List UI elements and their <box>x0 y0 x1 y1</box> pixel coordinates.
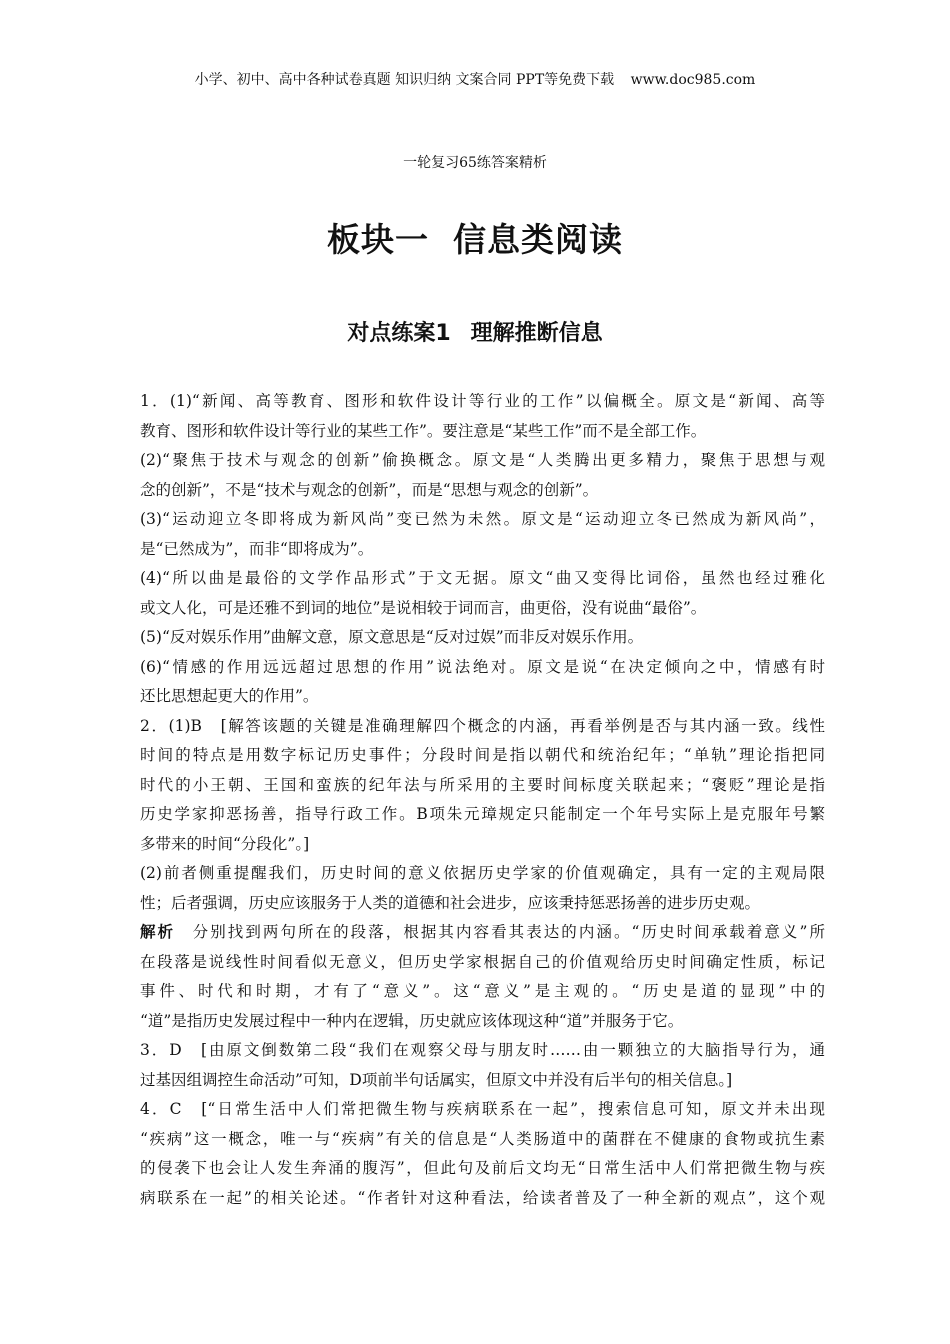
text-line: 性；后者强调，历史应该服务于人类的道德和社会进步，应该秉持惩恶扬善的进步历史观。 <box>140 893 761 912</box>
text-line: 念的创新”，不是“技术与观念的创新”，而是“思想与观念的创新”。 <box>140 480 599 499</box>
text-line <box>140 920 825 950</box>
text-line: 事件、时代和时期，才有了“意义”。这“意义”是主观的。“历史是道的显现”中的 <box>140 982 826 1000</box>
title-part1: 板块一 <box>327 220 429 259</box>
text-line: 时代的小王朝、王国和蛮族的纪年法与所采用的主要时间标度关联起来；“褒贬”理论是指 <box>140 775 825 794</box>
text-line: 还比思想起更大的作用”。 <box>140 687 319 705</box>
title-part2: 信息类阅读 <box>453 220 623 259</box>
text-line: 多带来的时间“分段化”。] <box>140 834 310 853</box>
answer-4 <box>140 1097 825 1215</box>
section-title: 理解推断信息 <box>470 321 603 346</box>
text-line: “疾病”这一概念，唯一与“疾病”有关的信息是“人类肠道中的菌群在不健康的食物或抗生素 <box>140 1129 825 1148</box>
text-line: 3．D [由原文倒数第二段“我们在观察父母与朋友时……由一颗独立的大脑指导行为，通 <box>140 1041 825 1059</box>
text-line: (2)“聚焦于技术与观念的创新”偷换概念。原文是“人类腾出更多精力，聚焦于思想与观 <box>140 451 825 469</box>
text-line: “道”是指历史发展过程中一种内在逻辑，历史就应该体现这种“道”并服务于它。 <box>140 1011 684 1030</box>
page-title <box>0 214 950 261</box>
text-line: 过基因组调控生命活动”可知，D项前半句话属实，但原文中并没有后半句的相关信息。] <box>140 1070 733 1089</box>
answer-1 <box>140 389 825 714</box>
document-body <box>140 389 825 1215</box>
text-line: 是“已然成为”，而非“即将成为”。 <box>140 539 374 558</box>
text-line: (2)前者侧重提醒我们，历史时间的意义依据历史学家的价值观确定，具有一定的主观局限 <box>140 864 825 882</box>
answer-3 <box>140 1038 825 1097</box>
text-line: 历史学家抑恶扬善，指导行政工作。B项朱元璋规定只能制定一个年号实际上是克服年号繁 <box>140 805 825 823</box>
answer-2 <box>140 714 825 921</box>
answer-2-analysis <box>140 920 825 1038</box>
text-line: (4)“所以曲是最俗的文学作品形式”于文无据。原文“曲又变得比词俗，虽然也经过雅化 <box>140 569 825 587</box>
section-heading <box>0 316 950 347</box>
section-number: 对点练案1 <box>347 321 451 346</box>
text-line: 在段落是说线性时间看似无意义，但历史学家根据自己的价值观给历史时间确定性质，标记 <box>140 952 825 971</box>
page-header <box>0 69 950 89</box>
text-line: 或文人化，可是还雅不到词的地位”是说相较于词而言，曲更俗，没有说曲“最俗”。 <box>140 598 707 617</box>
text-line: 4．C [“日常生活中人们常把微生物与疾病联系在一起”，搜索信息可知，原文并未出现 <box>140 1100 825 1118</box>
text-line: (6)“情感的作用远远超过思想的作用”说法绝对。原文是说“在决定倾向之中，情感有时 <box>140 657 825 676</box>
analysis-text: 分别找到两句所在的段落，根据其内容看其表达的内涵。“历史时间承载着意义”所 <box>192 923 825 941</box>
text-line: 的侵袭下也会让人发生奔涌的腹泻”，但此句及前后文均无“日常生活中人们常把微生物与疾 <box>140 1159 825 1177</box>
text-line: 2．(1)B [解答该题的关键是准确理解四个概念的内涵，再看举例是否与其内涵一致。线性 <box>140 716 825 735</box>
text-line: 时间的特点是用数字标记历史事件；分段时间是指以朝代和统治纪年；“单轨”理论指把同 <box>140 746 825 764</box>
text-line: 病联系在一起”的相关论述。“作者针对这种看法，给读者普及了一种全新的观点”，这个观 <box>140 1188 825 1207</box>
header-text: 小学、初中、高中各种试卷真题 知识归纳 文案合同 PPT等免费下载 <box>194 72 615 88</box>
text-line: (3)“运动迎立冬即将成为新风尚”变已然为未然。原文是“运动迎立冬已然成为新风尚”， <box>140 510 825 528</box>
analysis-label: 解析 <box>140 923 176 941</box>
text-line: 教育、图形和软件设计等行业的某些工作”。要注意是“某些工作”而不是全部工作。 <box>140 421 707 440</box>
text-line: 1．(1)“新闻、高等教育、图形和软件设计等行业的工作”以偏概全。原文是“新闻、高等 <box>140 392 825 410</box>
text-line: (5)“反对娱乐作用”曲解文意，原文意思是“反对过娱”而非反对娱乐作用。 <box>140 628 644 646</box>
document-subtitle: 一轮复习65练答案精析 <box>403 155 547 171</box>
header-url: www.doc985.com <box>630 72 756 88</box>
